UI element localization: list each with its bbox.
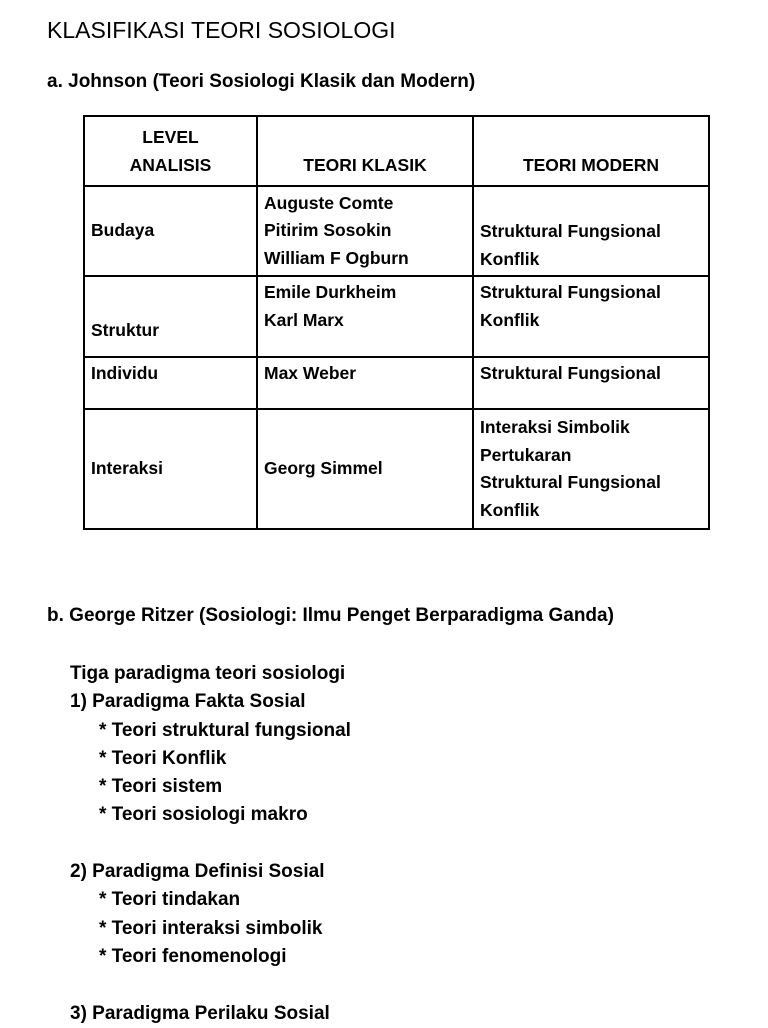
theory-table [83,115,710,530]
paradigm-block [70,858,351,971]
klasik-cell [257,409,473,529]
klasik-cell [257,276,473,357]
paradigm-item: * Teori Konflik [99,747,227,769]
section-b-heading: b. George Ritzer (Sosiologi: Ilmu Penget Berparadigma Ganda) [47,605,614,626]
modern-item: Pertukaran [480,444,572,465]
paradigm-intro: Tiga paradigma teori sosiologi [70,663,346,684]
paradigm-item: * Teori sistem [99,776,223,798]
level-cell: Individu [84,357,257,409]
level-cell: Struktur [84,276,257,357]
klasik-item: Georg Simmel [264,458,383,479]
klasik-item: William F Ogburn [264,247,409,268]
paradigm-title: 1) Paradigma Fakta Sosial [70,691,306,713]
klasik-item: Auguste Comte [264,192,394,213]
header-level-line1: LEVEL [142,127,199,147]
paradigm-intro-block [70,660,351,830]
paradigm-item: * Teori struktural fungsional [99,719,351,741]
klasik-item: Pitirim Sosokin [264,220,392,241]
modern-item: Struktural Fungsional [480,363,661,383]
level-cell: Interaksi [84,409,257,529]
modern-item: Struktural Fungsional [480,472,661,492]
modern-cell [473,186,709,276]
paradigm-title: 3) Paradigma Perilaku Sosial [70,1002,330,1024]
level-cell: Budaya [84,186,257,276]
modern-item: Interaksi Simbolik [480,417,630,437]
modern-item: Konflik [480,499,540,520]
modern-item: Konflik [480,248,540,269]
modern-item: Struktural Fungsional [480,282,661,302]
paradigm-item: * Teori tindakan [99,889,241,911]
klasik-cell [257,357,473,409]
page-title: KLASIFIKASI TEORI SOSIOLOGI [47,17,396,43]
modern-item: Struktural Fungsional [480,221,661,241]
header-level-line2: ANALISIS [129,155,212,175]
table-header-row [84,116,709,186]
table-row [84,276,709,357]
header-teori-modern: TEORI MODERN [473,116,709,186]
klasik-item: Emile Durkheim [264,282,397,302]
table-row [84,409,709,529]
modern-cell [473,276,709,357]
table-row [84,186,709,276]
modern-item: Konflik [480,309,540,330]
section-a-heading: a. Johnson (Teori Sosiologi Klasik dan Modern) [47,71,476,92]
klasik-item: Max Weber [264,363,357,383]
paradigm-item: * Teori fenomenologi [99,945,287,967]
modern-cell [473,357,709,409]
paradigm-list [70,660,351,1028]
paradigm-item: * Teori sosiologi makro [99,804,308,826]
klasik-item: Karl Marx [264,309,344,330]
header-level-analisis [84,116,257,186]
modern-cell [473,409,709,529]
paradigm-item: * Teori interaksi simbolik [99,917,323,939]
klasik-cell [257,186,473,276]
header-teori-klasik: TEORI KLASIK [257,116,473,186]
paradigm-title: 2) Paradigma Definisi Sosial [70,861,325,883]
table-row [84,357,709,409]
